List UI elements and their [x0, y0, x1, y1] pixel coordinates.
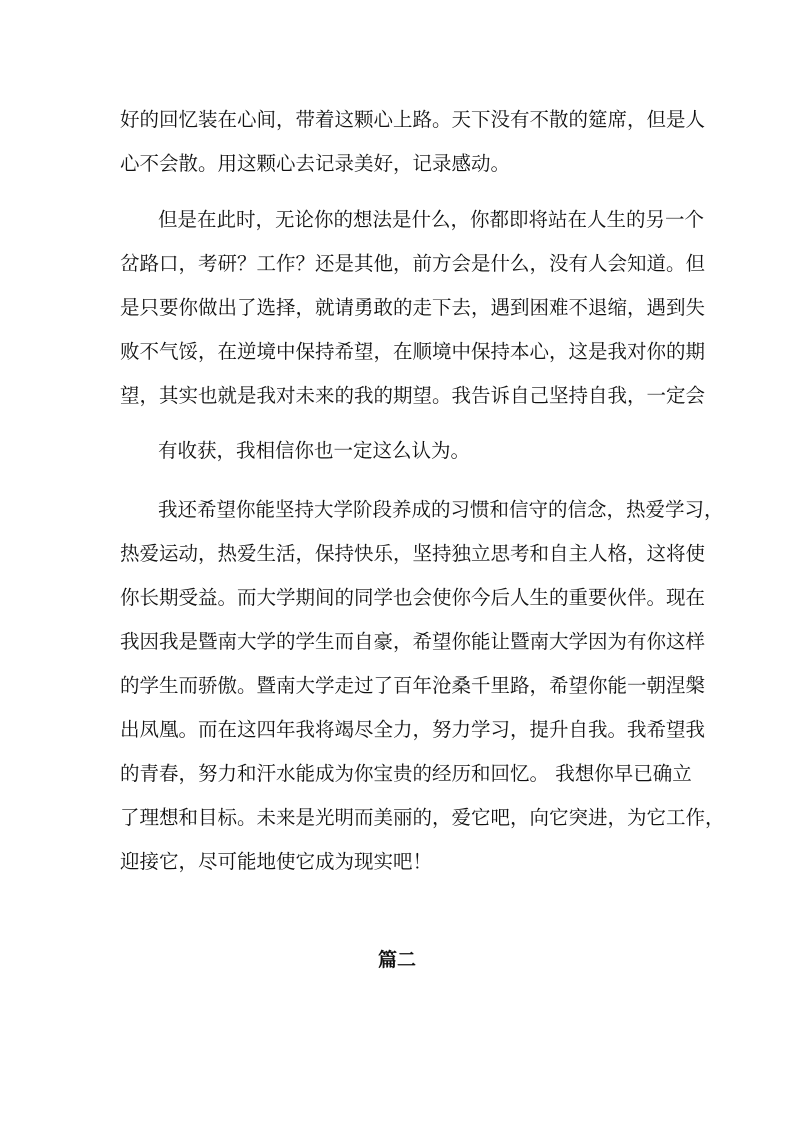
paragraph-3-line-7: 的青春，努力和汗水能成为你宝贵的经历和回忆。 我想你早已确立: [120, 762, 692, 785]
paragraph-2-line-4: 败不气馁，在逆境中保持希望，在顺境中保持本心，这是我对你的期: [120, 340, 706, 363]
paragraph-3-line-1: 我还希望你能坚持大学阶段养成的习惯和信守的信念，热爱学习，: [158, 498, 724, 521]
paragraph-3-line-5: 的学生而骄傲。暨南大学走过了百年沧桑千里路，希望你能一朝涅槃: [120, 674, 706, 697]
paragraph-3-line-6: 出凤凰。而在这四年我将竭尽全力，努力学习，提升自我。我希望我: [120, 718, 706, 741]
paragraph-2-line-5: 望，其实也就是我对未来的我的期望。我告诉自己坚持自我，一定会: [120, 384, 706, 407]
paragraph-3-line-4: 我因我是暨南大学的学生而自豪，希望你能让暨南大学因为有你这样: [120, 630, 706, 653]
paragraph-1-line-1: 好的回忆装在心间，带着这颗心上路。天下没有不散的筵席，但是人: [120, 108, 706, 131]
paragraph-2-line-2: 岔路口，考研？工作？还是其他，前方会是什么，没有人会知道。但: [120, 252, 706, 275]
paragraph-2-line-6: 有收获，我相信你也一定这么认为。: [158, 439, 471, 462]
paragraph-3-line-3: 你长期受益。而大学期间的同学也会使你今后人生的重要伙伴。现在: [120, 586, 706, 609]
paragraph-3-line-8: 了理想和目标。未来是光明而美丽的，爱它吧，向它突进，为它工作，: [120, 806, 725, 829]
section-heading: 篇二: [377, 949, 416, 971]
paragraph-3-line-9: 迎接它，尽可能地使它成为现实吧！: [120, 850, 433, 873]
paragraph-1-line-2: 心不会散。用这颗心去记录美好，记录感动。: [120, 152, 511, 175]
paragraph-3-line-2: 热爱运动，热爱生活，保持快乐，坚持独立思考和自主人格，这将使: [120, 542, 706, 565]
paragraph-2-line-1: 但是在此时，无论你的想法是什么，你都即将站在人生的另一个: [158, 208, 705, 231]
paragraph-2-line-3: 是只要你做出了选择，就请勇敢的走下去，遇到困难不退缩，遇到失: [120, 296, 706, 319]
